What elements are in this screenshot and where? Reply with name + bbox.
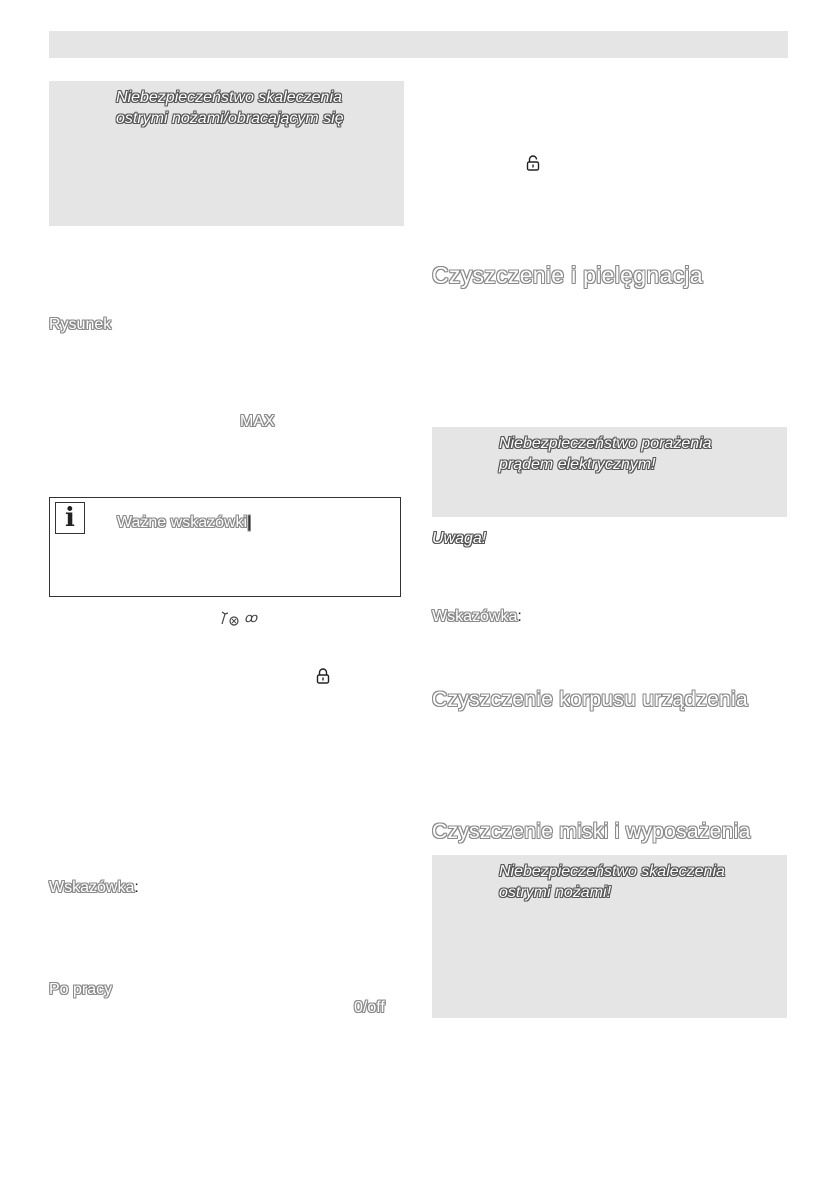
warning-knives-line-1: Niebezpieczeństwo skaleczenia: [499, 863, 725, 880]
warning-electric-line-2: prądem elektrycznym!: [499, 456, 656, 473]
lock-closed-icon: [316, 668, 330, 684]
hint-label-right: Wskazówka:: [432, 608, 522, 625]
after-work-label: Po pracy: [49, 981, 113, 998]
info-box-title: Ważne wskazówki|: [117, 514, 252, 531]
herb-icon: [219, 610, 241, 626]
warning-knives-line-2: ostrymi nożami!: [499, 884, 612, 901]
lock-open-icon: [526, 155, 540, 171]
page-header-bar: [49, 31, 788, 58]
figure-label: Rysunek: [49, 316, 112, 333]
warning-electric-line-1: Niebezpieczeństwo porażenia: [499, 435, 712, 452]
heading-bowl-cleaning: Czyszczenie miski i wyposażenia: [432, 820, 751, 843]
hint-label-left: Wskazówka:: [49, 879, 139, 896]
max-label: MAX: [240, 413, 275, 430]
heading-body-cleaning: Czyszczenie korpusu urządzenia: [432, 688, 748, 711]
info-box: [49, 497, 401, 597]
warning-line-2: ostrymi nożami/obracającym się: [116, 110, 344, 127]
warning-box-blades: [49, 81, 404, 226]
function-symbols: [219, 610, 257, 626]
heading-cleaning-care: Czyszczenie i pielęgnacja: [432, 262, 703, 288]
caution-label: Uwaga!: [432, 530, 487, 547]
warning-box-electric: [432, 427, 787, 517]
info-i-icon: i: [55, 502, 85, 534]
warning-box-knives: [432, 855, 787, 1018]
switch-off-label: 0/off: [354, 999, 385, 1016]
warning-line-1: Niebezpieczeństwo skaleczenia: [116, 89, 342, 106]
speed-symbol: ꝏ: [244, 610, 258, 625]
